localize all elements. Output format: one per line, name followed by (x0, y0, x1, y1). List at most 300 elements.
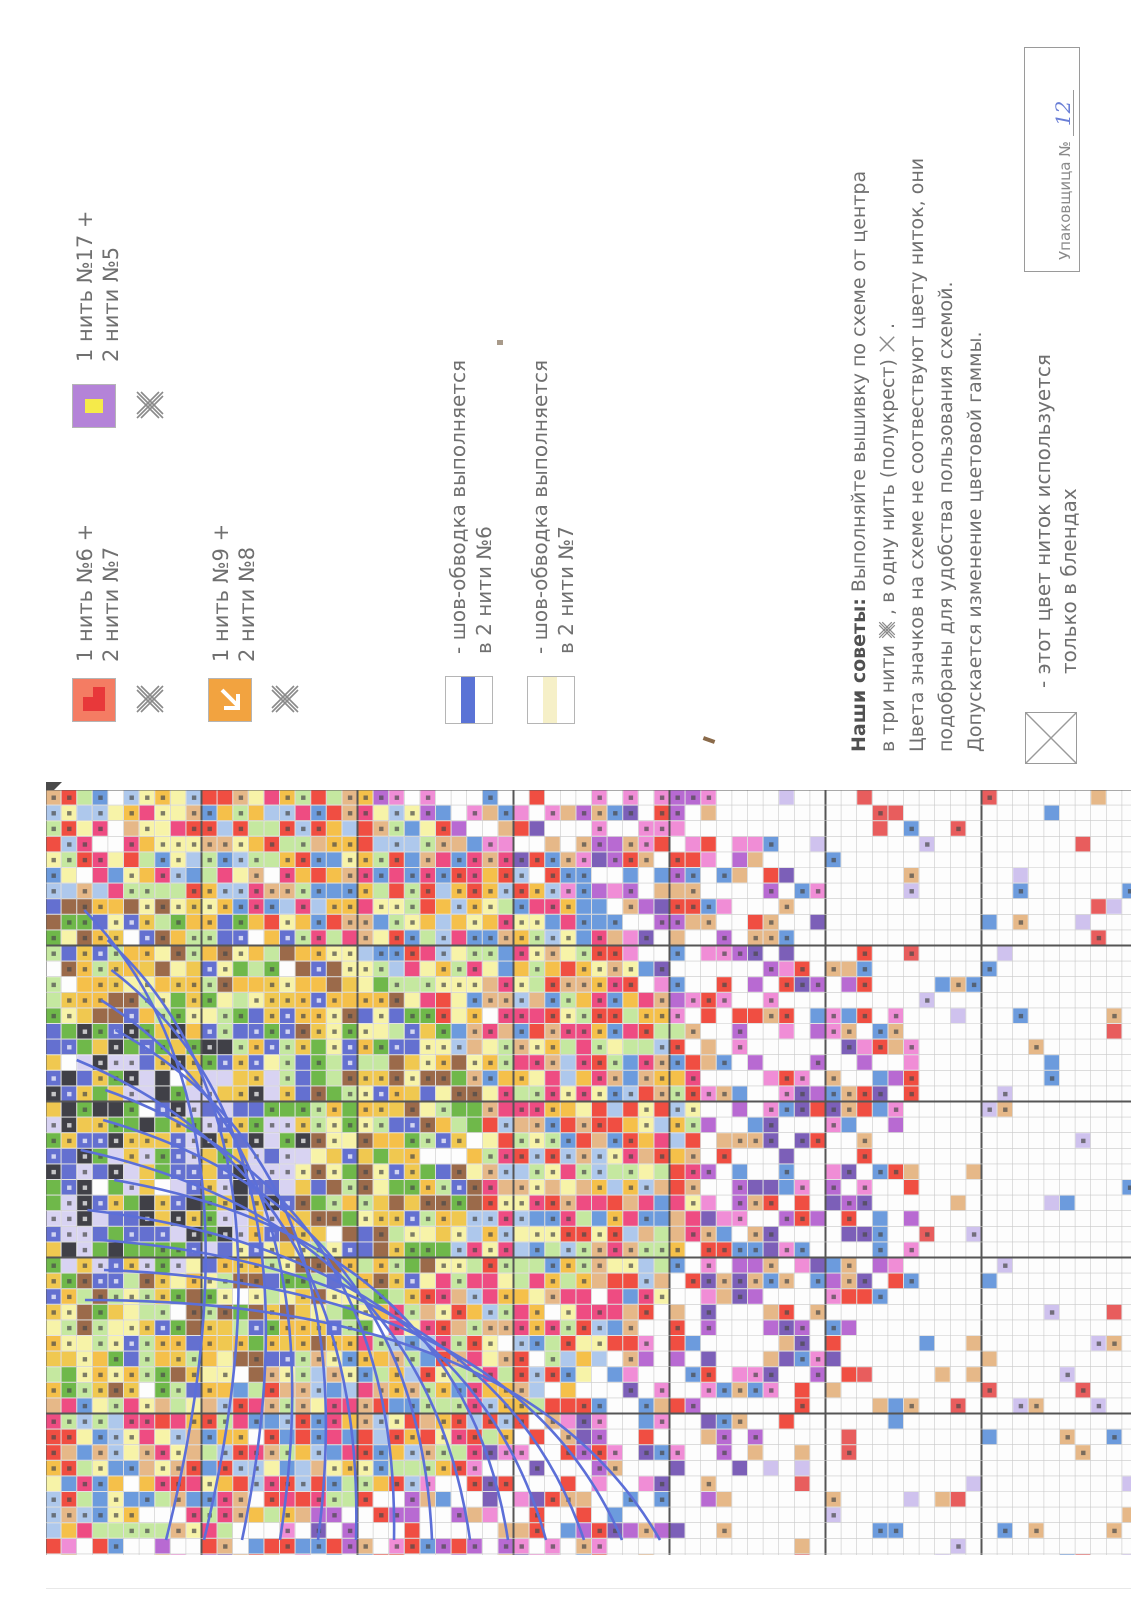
stitch-symbol (832, 1513, 836, 1517)
stitch-cell (483, 977, 498, 992)
stitch-cell (62, 1554, 77, 1555)
stitch-cell (576, 1180, 591, 1195)
stitch-cell (592, 1554, 607, 1555)
stitch-cell (46, 1196, 61, 1211)
stitch-symbol (769, 920, 773, 924)
stitch-cell (233, 1320, 248, 1335)
stitch-cell (140, 806, 155, 821)
stitch-symbol (551, 1217, 555, 1221)
stitch-symbol (535, 920, 539, 924)
stitch-symbol (535, 1108, 539, 1112)
stitch-symbol (738, 1388, 742, 1392)
stitch-symbol (504, 1310, 508, 1314)
stitch-cell (311, 977, 326, 992)
stitch-cell (108, 1461, 123, 1476)
stitch-symbol (707, 796, 711, 800)
stitch-symbol (223, 1513, 227, 1517)
stitch-symbol (223, 1498, 227, 1502)
stitch-cell (795, 1554, 810, 1555)
stitch-symbol (644, 1451, 648, 1455)
stitch-cell (264, 1133, 279, 1148)
stitch-symbol (582, 874, 586, 878)
stitch-symbol (488, 936, 492, 940)
stitch-cell (202, 1164, 217, 1179)
stitch-symbol (286, 1170, 290, 1174)
stitch-symbol (535, 1373, 539, 1377)
stitch-cell (561, 1071, 576, 1086)
stitch-symbol (161, 1248, 165, 1252)
stitch-symbol (426, 1451, 430, 1455)
stitch-symbol (520, 936, 524, 940)
stitch-symbol (98, 858, 102, 862)
stitch-symbol (598, 936, 602, 940)
stitch-cell (374, 930, 389, 945)
stitch-cell (608, 1320, 623, 1335)
stitch-cell (920, 1336, 935, 1351)
stitch-cell (140, 852, 155, 867)
stitch-symbol (317, 1264, 321, 1268)
stitch-symbol (457, 1342, 461, 1346)
stitch-symbol (364, 1404, 368, 1408)
stitch-cell (826, 1164, 841, 1179)
stitch-symbol (364, 1201, 368, 1205)
stitch-symbol (598, 842, 602, 846)
stitch-symbol (1034, 1045, 1038, 1049)
stitch-cell (639, 1149, 654, 1164)
stitch-cell (452, 1055, 467, 1070)
stitch-cell (155, 946, 170, 961)
stitch-symbol (52, 1420, 56, 1424)
stitch-symbol (473, 1030, 477, 1034)
stitch-symbol (457, 1279, 461, 1283)
stitch-symbol (566, 1030, 570, 1034)
stitch-symbol (161, 1201, 165, 1205)
stitch-cell (701, 1289, 716, 1304)
stitch-cell (171, 1414, 186, 1429)
stitch-cell (530, 821, 545, 836)
stitch-symbol (332, 1420, 336, 1424)
tips-text-2a: в три нити (877, 645, 899, 752)
stitch-symbol (364, 1326, 368, 1330)
stitch-symbol (67, 920, 71, 924)
stitch-symbol (98, 1342, 102, 1346)
stitch-cell (857, 1367, 872, 1382)
stitch-cell (249, 1008, 264, 1023)
stitch-cell (779, 1352, 794, 1367)
stitch-cell (857, 1055, 872, 1070)
stitch-cell (670, 1196, 685, 1211)
stitch-symbol (410, 1139, 414, 1143)
stitch-symbol (535, 1061, 539, 1065)
stitch-cell (530, 1258, 545, 1273)
stitch-symbol (52, 858, 56, 862)
stitch-symbol (130, 1076, 134, 1080)
stitch-cell (701, 1040, 716, 1055)
stitch-symbol (239, 1404, 243, 1408)
stitch-symbol (317, 920, 321, 924)
stitch-symbol (754, 1435, 758, 1439)
stitch-symbol (722, 1248, 726, 1252)
stitch-symbol (535, 1170, 539, 1174)
stitch-symbol (410, 1186, 414, 1190)
stitch-cell (405, 977, 420, 992)
stitch-symbol (520, 1045, 524, 1049)
stitch-cell (514, 1523, 529, 1538)
stitch-symbol (395, 1076, 399, 1080)
stitch-symbol (566, 1435, 570, 1439)
stitch-symbol (130, 1342, 134, 1346)
stitch-cell (452, 930, 467, 945)
stitch-cell (358, 899, 373, 914)
stitch-symbol (551, 1045, 555, 1049)
stitch-cell (732, 1164, 747, 1179)
stitch-cell (327, 1539, 342, 1554)
stitch-symbol (83, 1420, 87, 1424)
stitch-symbol (691, 1076, 695, 1080)
stitch-symbol (83, 1326, 87, 1330)
stitch-cell (218, 868, 233, 883)
stitch-symbol (691, 1170, 695, 1174)
stitch-symbol (176, 1154, 180, 1158)
stitch-symbol (582, 1061, 586, 1065)
stitch-cell (77, 1305, 92, 1320)
stitch-cell (717, 1492, 732, 1507)
stitch-symbol (691, 1030, 695, 1034)
stitch-cell (1122, 1554, 1131, 1555)
stitch-symbol (878, 811, 882, 815)
stitch-cell (155, 821, 170, 836)
stitch-cell (1091, 790, 1106, 805)
stitch-symbol (161, 1482, 165, 1486)
stitch-symbol (847, 1170, 851, 1174)
stitch-symbol (816, 1357, 820, 1361)
stitch-symbol (1019, 920, 1023, 924)
stitch-symbol (270, 889, 274, 893)
stitch-symbol (754, 1388, 758, 1392)
stitch-symbol (254, 1279, 258, 1283)
stitch-cell (124, 1164, 139, 1179)
stitch-cell (545, 1242, 560, 1257)
stitch-cell (171, 790, 186, 805)
stitch-symbol (613, 1061, 617, 1065)
stitch-symbol (769, 1279, 773, 1283)
stitch-cell (249, 977, 264, 992)
stitch-symbol (925, 842, 929, 846)
stitch-symbol (442, 983, 446, 987)
stitch-cell (873, 1258, 888, 1273)
tips-text-1: Выполняйте вышивку по схеме от центра (848, 170, 870, 599)
stitch-cell (623, 1118, 638, 1133)
stitch-cell (420, 946, 435, 961)
stitch-symbol (130, 842, 134, 846)
tips-line-3: Цвета значков на схеме не соотвествуют цвету ниток, они (906, 157, 928, 752)
stitch-symbol (785, 1014, 789, 1018)
stitch-symbol (130, 1264, 134, 1268)
stitch-symbol (83, 1170, 87, 1174)
stitch-symbol (52, 1232, 56, 1236)
stitch-cell (124, 1398, 139, 1413)
stitch-symbol (769, 1232, 773, 1236)
stitch-cell (576, 1367, 591, 1382)
stitch-cell (202, 868, 217, 883)
stitch-symbol (582, 1170, 586, 1174)
stitch-symbol (800, 983, 804, 987)
stitch-cell (389, 962, 404, 977)
stitch-cell (108, 868, 123, 883)
stitch-symbol (301, 1045, 305, 1049)
stitch-symbol (878, 1295, 882, 1299)
stitch-symbol (691, 1154, 695, 1158)
stitch-symbol (332, 1466, 336, 1470)
stitch-cell (77, 1492, 92, 1507)
backstitch-line-1: - шов-обводка выполняется (446, 360, 470, 654)
stitch-symbol (504, 889, 508, 893)
stitch-symbol (722, 1154, 726, 1158)
stitch-symbol (332, 1326, 336, 1330)
stitch-symbol (754, 1232, 758, 1236)
stitch-symbol (598, 827, 602, 831)
stitch-symbol (176, 858, 180, 862)
stitch-cell (46, 1320, 61, 1335)
stitch-cell (296, 962, 311, 977)
stitch-symbol (956, 827, 960, 831)
stitch-cell (420, 1414, 435, 1429)
stitch-symbol (769, 967, 773, 971)
stitch-symbol (426, 1295, 430, 1299)
stitch-cell (296, 868, 311, 883)
stitch-cell (358, 1383, 373, 1398)
paper-crease (46, 1588, 1131, 1589)
stitch-symbol (130, 1388, 134, 1392)
stitch-symbol (910, 874, 914, 878)
stitch-cell (171, 1398, 186, 1413)
stitch-cell (46, 1024, 61, 1039)
cream-line-icon (543, 677, 557, 723)
stitch-symbol (707, 920, 711, 924)
stitch-cell (420, 1164, 435, 1179)
stitch-symbol (566, 1326, 570, 1330)
stitch-symbol (114, 1201, 118, 1205)
stitch-cell (592, 1133, 607, 1148)
stitch-cell (202, 1398, 217, 1413)
stitch-symbol (270, 983, 274, 987)
stitch-cell (296, 946, 311, 961)
stitch-symbol (98, 1451, 102, 1455)
stitch-symbol (660, 1482, 664, 1486)
stitch-cell (311, 1196, 326, 1211)
stitch-symbol (208, 842, 212, 846)
stitch-cell (155, 1492, 170, 1507)
stitch-cell (561, 1383, 576, 1398)
stitch-symbol (379, 1076, 383, 1080)
stitch-symbol (161, 1388, 165, 1392)
stitch-cell (108, 806, 123, 821)
stitch-cell (608, 884, 623, 899)
legend-line-2: 2 нити №8 (235, 546, 259, 662)
stitch-symbol (223, 967, 227, 971)
stitch-symbol (114, 1357, 118, 1361)
stitch-symbol (192, 952, 196, 956)
stitch-cell (327, 1430, 342, 1445)
stitch-cell (514, 1164, 529, 1179)
stitch-cell (374, 806, 389, 821)
stitch-symbol (504, 1357, 508, 1361)
stitch-symbol (286, 1123, 290, 1127)
stitch-cell (280, 1336, 295, 1351)
stitch-cell (62, 1149, 77, 1164)
stitch-cell (530, 1024, 545, 1039)
stitch-cell (498, 1024, 513, 1039)
stitch-cell (623, 1336, 638, 1351)
stitch-cell (77, 1461, 92, 1476)
stitch-symbol (660, 811, 664, 815)
stitch-symbol (223, 1061, 227, 1065)
stitch-symbol (364, 1092, 368, 1096)
stitch-cell (701, 1196, 716, 1211)
stitch-symbol (348, 1466, 352, 1470)
stitch-cell (795, 1383, 810, 1398)
stitch-symbol (114, 1404, 118, 1408)
stitch-cell (342, 930, 357, 945)
stitch-cell (327, 930, 342, 945)
stitch-symbol (629, 889, 633, 893)
stitch-symbol (114, 1061, 118, 1065)
legend-line-1: 1 нить №9 + (209, 523, 233, 662)
stitch-symbol (847, 1092, 851, 1096)
stitch-symbol (176, 1201, 180, 1205)
stitch-symbol (348, 842, 352, 846)
stitch-cell (514, 1554, 529, 1555)
stitch-cell (405, 1086, 420, 1101)
stitch-symbol (426, 1326, 430, 1330)
stitch-symbol (270, 1108, 274, 1112)
stitch-symbol (52, 811, 56, 815)
stitch-symbol (270, 1326, 274, 1330)
stitch-cell (124, 1305, 139, 1320)
stitch-symbol (676, 1092, 680, 1096)
stitch-cell (420, 962, 435, 977)
stitch-cell (701, 1055, 716, 1070)
stitch-symbol (769, 936, 773, 940)
stitch-cell (62, 1445, 77, 1460)
stitch-symbol (832, 1014, 836, 1018)
stitch-symbol (270, 905, 274, 909)
stitch-symbol (301, 1357, 305, 1361)
stitch-symbol (473, 811, 477, 815)
stitch-symbol (707, 905, 711, 909)
stitch-cell (623, 1289, 638, 1304)
stitch-symbol (613, 1154, 617, 1158)
stitch-cell (717, 899, 732, 914)
stitch-symbol (192, 1045, 196, 1049)
stitch-symbol (395, 1045, 399, 1049)
chart-grid (46, 790, 1131, 1555)
stitch-symbol (691, 1404, 695, 1408)
stitch-symbol (504, 1217, 508, 1221)
stitch-cell (686, 1211, 701, 1226)
stitch-cell (93, 1102, 108, 1117)
stitch-cell (514, 806, 529, 821)
stitch-symbol (223, 1295, 227, 1299)
stitch-symbol (301, 1342, 305, 1346)
stitch-cell (670, 1305, 685, 1320)
stitch-symbol (301, 1388, 305, 1392)
stitch-cell (888, 1414, 903, 1429)
note-line-2: только в блендах (1057, 488, 1081, 674)
stitch-symbol (1003, 1264, 1007, 1268)
stitch-symbol (878, 1232, 882, 1236)
stitch-cell (420, 1227, 435, 1242)
stitch-symbol (208, 1045, 212, 1049)
stitch-symbol (395, 827, 399, 831)
stitch-symbol (317, 889, 321, 893)
stitch-cell (888, 1258, 903, 1273)
stitch-symbol (754, 1373, 758, 1377)
stitch-cell (233, 1024, 248, 1039)
stitch-symbol (410, 920, 414, 924)
stitch-symbol (551, 1108, 555, 1112)
stitch-cell (639, 1258, 654, 1273)
stitch-symbol (239, 1014, 243, 1018)
stitch-cell (155, 1414, 170, 1429)
stitch-symbol (566, 1014, 570, 1018)
stitch-symbol (145, 1404, 149, 1408)
stitch-symbol (520, 1030, 524, 1034)
stitch-symbol (52, 1342, 56, 1346)
stitch-symbol (83, 842, 87, 846)
cross-stitch-icon (270, 684, 300, 714)
stitch-symbol (598, 1466, 602, 1470)
stitch-symbol (348, 1014, 352, 1018)
stitch-symbol (457, 983, 461, 987)
stitch-cell (108, 1320, 123, 1335)
stitch-cell (46, 1398, 61, 1413)
stitch-cell (233, 993, 248, 1008)
stitch-cell (327, 1180, 342, 1195)
stitch-cell (46, 1476, 61, 1491)
stitch-symbol (613, 1139, 617, 1143)
stitch-symbol (722, 1451, 726, 1455)
stitch-cell (77, 1445, 92, 1460)
stitch-symbol (598, 1326, 602, 1330)
stitch-symbol (239, 1123, 243, 1127)
stitch-symbol (254, 1139, 258, 1143)
stitch-symbol (395, 842, 399, 846)
stitch-cell (639, 1133, 654, 1148)
stitch-symbol (332, 842, 336, 846)
stitch-symbol (208, 1482, 212, 1486)
stitch-symbol (847, 1030, 851, 1034)
stitch-symbol (410, 1388, 414, 1392)
stitch-cell (374, 915, 389, 930)
stitch-cell (77, 1071, 92, 1086)
stitch-symbol (473, 1404, 477, 1408)
stitch-cell (686, 1133, 701, 1148)
stitch-symbol (317, 1061, 321, 1065)
stitch-cell (483, 962, 498, 977)
stitch-symbol (442, 1030, 446, 1034)
stitch-symbol (535, 1232, 539, 1236)
stitch-symbol (239, 952, 243, 956)
stitch-symbol (332, 1201, 336, 1205)
stitch-symbol (442, 1373, 446, 1377)
stitch-cell (654, 837, 669, 852)
stitch-cell (311, 899, 326, 914)
stitch-cell (233, 868, 248, 883)
stitch-symbol (785, 905, 789, 909)
stitch-symbol (83, 905, 87, 909)
stitch-symbol (582, 858, 586, 862)
